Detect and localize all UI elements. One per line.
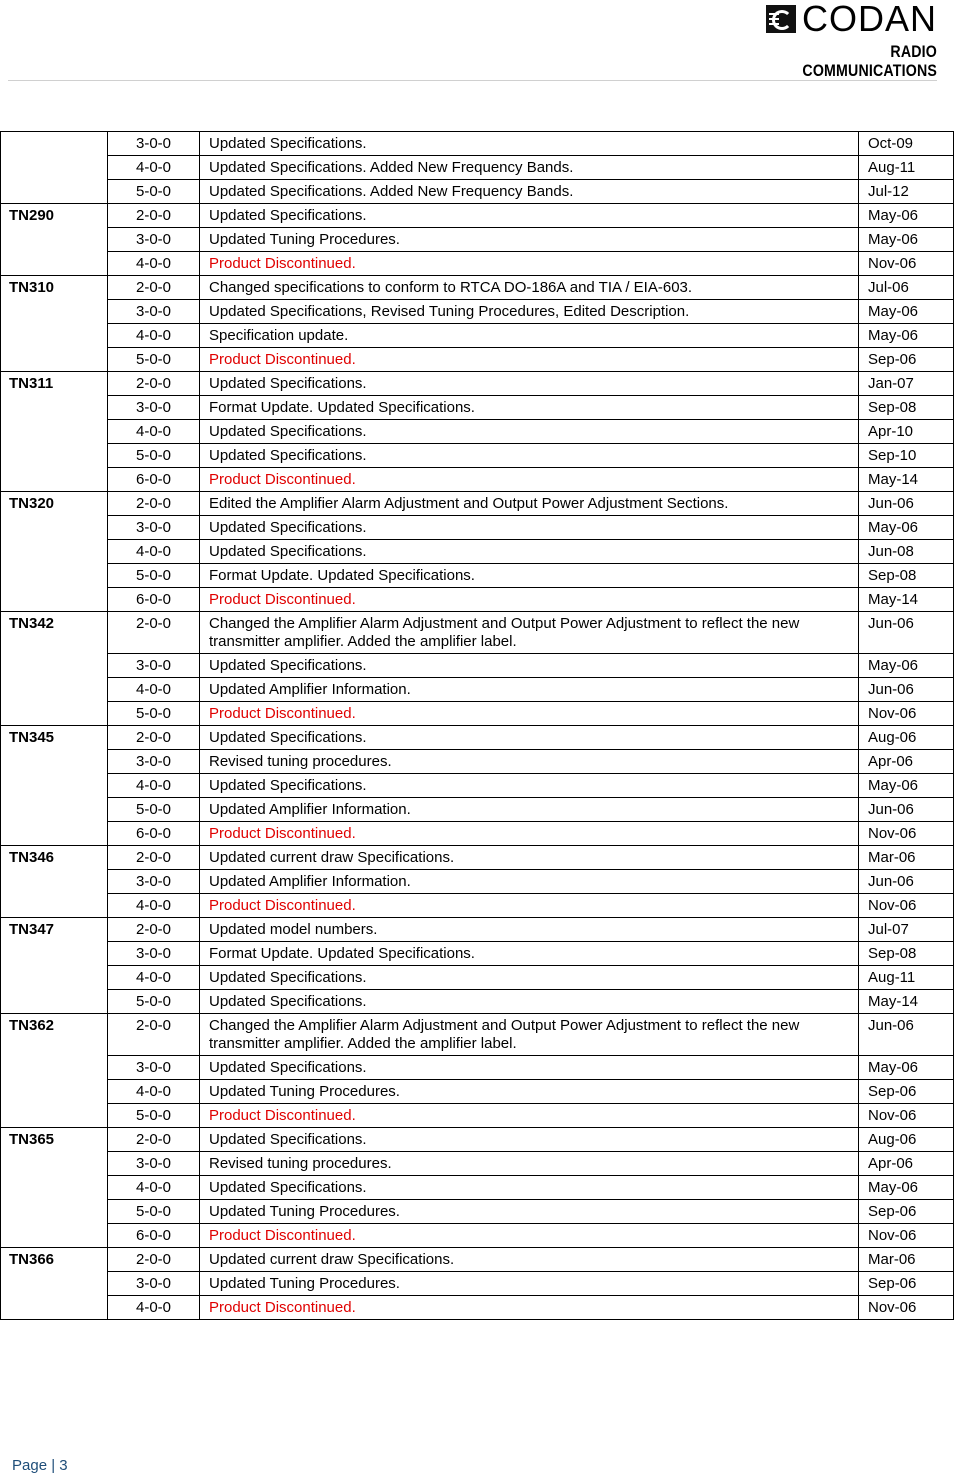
- table-row: [1, 1296, 954, 1320]
- revision-cell: 3-0-0: [108, 1056, 200, 1080]
- revision-cell: 4-0-0: [108, 1080, 200, 1104]
- table-row: [1, 1272, 954, 1296]
- revision-cell: 6-0-0: [108, 822, 200, 846]
- description-cell: Updated Specifications.: [200, 420, 859, 444]
- revision-cell: 3-0-0: [108, 1152, 200, 1176]
- revision-cell: 3-0-0: [108, 654, 200, 678]
- description-cell: Format Update. Updated Specifications.: [200, 396, 859, 420]
- description-cell: Revised tuning procedures.: [200, 1152, 859, 1176]
- table-row: [1, 516, 954, 540]
- date-cell: Apr-06: [859, 750, 954, 774]
- table-row: [1, 774, 954, 798]
- date-cell: May-06: [859, 654, 954, 678]
- date-cell: Aug-06: [859, 726, 954, 750]
- description-cell: Changed specifications to conform to RTCA DO-186A and TIA / EIA-603.: [200, 276, 859, 300]
- revision-cell: 5-0-0: [108, 990, 200, 1014]
- description-cell: Updated Specifications. Added New Frequency Bands.: [200, 180, 859, 204]
- date-cell: Jun-06: [859, 798, 954, 822]
- revision-history-table: [0, 131, 954, 1320]
- table-row: [1, 444, 954, 468]
- logo-subtitle: RADIO COMMUNICATIONS: [802, 43, 937, 80]
- description-cell: Changed the Amplifier Alarm Adjustment and Output Power Adjustment to reflect the new transmitter amplifier. Added the amplifier label.: [200, 612, 859, 654]
- table-row: [1, 918, 954, 942]
- date-cell: May-06: [859, 1056, 954, 1080]
- description-cell: Updated current draw Specifications.: [200, 1248, 859, 1272]
- date-cell: Sep-08: [859, 396, 954, 420]
- date-cell: Nov-06: [859, 894, 954, 918]
- description-cell: Updated Specifications.: [200, 654, 859, 678]
- table-row: [1, 1080, 954, 1104]
- date-cell: Jun-06: [859, 1014, 954, 1056]
- revision-cell: 5-0-0: [108, 1104, 200, 1128]
- description-cell: Updated Tuning Procedures.: [200, 1272, 859, 1296]
- date-cell: Sep-08: [859, 564, 954, 588]
- description-cell: Updated Tuning Procedures.: [200, 1200, 859, 1224]
- revision-cell: 4-0-0: [108, 156, 200, 180]
- description-cell: Updated Specifications.: [200, 726, 859, 750]
- revision-cell: 5-0-0: [108, 564, 200, 588]
- description-cell: Product Discontinued.: [200, 252, 859, 276]
- description-cell: Specification update.: [200, 324, 859, 348]
- model-cell: TN346: [1, 846, 108, 918]
- table-row: [1, 564, 954, 588]
- description-cell: Updated Specifications, Revised Tuning Procedures, Edited Description.: [200, 300, 859, 324]
- date-cell: Apr-06: [859, 1152, 954, 1176]
- description-cell: Updated Amplifier Information.: [200, 678, 859, 702]
- description-cell: Updated Specifications.: [200, 516, 859, 540]
- table-row: [1, 1248, 954, 1272]
- date-cell: Jun-08: [859, 540, 954, 564]
- revision-cell: 5-0-0: [108, 702, 200, 726]
- description-cell: Updated Tuning Procedures.: [200, 1080, 859, 1104]
- codan-logo: [747, 0, 937, 80]
- revision-cell: 2-0-0: [108, 612, 200, 654]
- table-row: [1, 228, 954, 252]
- description-cell: Updated Specifications.: [200, 990, 859, 1014]
- date-cell: Jun-06: [859, 612, 954, 654]
- table-row: [1, 1014, 954, 1056]
- model-cell: TN345: [1, 726, 108, 846]
- revision-cell: 6-0-0: [108, 588, 200, 612]
- table-row: [1, 276, 954, 300]
- date-cell: May-06: [859, 1176, 954, 1200]
- date-cell: Jun-06: [859, 492, 954, 516]
- description-cell: Updated Specifications.: [200, 774, 859, 798]
- table-row: [1, 468, 954, 492]
- description-cell: Updated Tuning Procedures.: [200, 228, 859, 252]
- table-row: [1, 750, 954, 774]
- table-row: [1, 654, 954, 678]
- revision-cell: 5-0-0: [108, 348, 200, 372]
- date-cell: May-06: [859, 228, 954, 252]
- revision-cell: 4-0-0: [108, 966, 200, 990]
- revision-cell: 4-0-0: [108, 324, 200, 348]
- date-cell: Sep-06: [859, 1200, 954, 1224]
- revision-cell: 5-0-0: [108, 180, 200, 204]
- description-cell: Product Discontinued.: [200, 1296, 859, 1320]
- revision-cell: 6-0-0: [108, 468, 200, 492]
- revision-cell: 3-0-0: [108, 300, 200, 324]
- model-cell: TN365: [1, 1128, 108, 1248]
- table-row: [1, 492, 954, 516]
- description-cell: Edited the Amplifier Alarm Adjustment and Output Power Adjustment Sections.: [200, 492, 859, 516]
- table-row: [1, 372, 954, 396]
- table-row: [1, 942, 954, 966]
- table-row: [1, 894, 954, 918]
- model-cell: TN362: [1, 1014, 108, 1128]
- description-cell: Product Discontinued.: [200, 348, 859, 372]
- date-cell: Jun-06: [859, 678, 954, 702]
- description-cell: Product Discontinued.: [200, 702, 859, 726]
- revision-cell: 2-0-0: [108, 1128, 200, 1152]
- table-row: [1, 822, 954, 846]
- revision-cell: 2-0-0: [108, 372, 200, 396]
- date-cell: Aug-11: [859, 156, 954, 180]
- date-cell: Aug-11: [859, 966, 954, 990]
- revision-cell: 2-0-0: [108, 1248, 200, 1272]
- date-cell: Mar-06: [859, 1248, 954, 1272]
- table-row: [1, 1176, 954, 1200]
- table-row: [1, 1104, 954, 1128]
- description-cell: Updated model numbers.: [200, 918, 859, 942]
- table-row: [1, 348, 954, 372]
- date-cell: Nov-06: [859, 1104, 954, 1128]
- table-row: [1, 132, 954, 156]
- model-cell: TN347: [1, 918, 108, 1014]
- date-cell: Jul-06: [859, 276, 954, 300]
- description-cell: Format Update. Updated Specifications.: [200, 564, 859, 588]
- date-cell: May-14: [859, 588, 954, 612]
- table-row: [1, 252, 954, 276]
- table-row: [1, 540, 954, 564]
- revision-cell: 4-0-0: [108, 894, 200, 918]
- revision-cell: 2-0-0: [108, 204, 200, 228]
- revision-cell: 2-0-0: [108, 276, 200, 300]
- description-cell: Updated Specifications.: [200, 966, 859, 990]
- revision-cell: 2-0-0: [108, 846, 200, 870]
- date-cell: Sep-08: [859, 942, 954, 966]
- table-row: [1, 588, 954, 612]
- date-cell: Jul-07: [859, 918, 954, 942]
- revision-cell: 2-0-0: [108, 492, 200, 516]
- revision-cell: 3-0-0: [108, 870, 200, 894]
- table-row: [1, 300, 954, 324]
- revision-cell: 6-0-0: [108, 1224, 200, 1248]
- page-number: Page | 3: [12, 1457, 68, 1474]
- table-row: [1, 204, 954, 228]
- revision-cell: 4-0-0: [108, 540, 200, 564]
- table-row: [1, 990, 954, 1014]
- description-cell: Updated Specifications. Added New Frequency Bands.: [200, 156, 859, 180]
- description-cell: Updated current draw Specifications.: [200, 846, 859, 870]
- revision-cell: 5-0-0: [108, 444, 200, 468]
- date-cell: May-06: [859, 324, 954, 348]
- table-row: [1, 846, 954, 870]
- revision-cell: 3-0-0: [108, 1272, 200, 1296]
- revision-cell: 4-0-0: [108, 1176, 200, 1200]
- revision-cell: 2-0-0: [108, 1014, 200, 1056]
- table-row: [1, 1056, 954, 1080]
- revision-cell: 3-0-0: [108, 750, 200, 774]
- revision-cell: 2-0-0: [108, 726, 200, 750]
- table-row: [1, 1152, 954, 1176]
- revision-cell: 3-0-0: [108, 396, 200, 420]
- description-cell: Updated Specifications.: [200, 1128, 859, 1152]
- table-row: [1, 1224, 954, 1248]
- revision-cell: 4-0-0: [108, 420, 200, 444]
- description-cell: Updated Specifications.: [200, 540, 859, 564]
- description-cell: Revised tuning procedures.: [200, 750, 859, 774]
- description-cell: Product Discontinued.: [200, 1104, 859, 1128]
- description-cell: Updated Specifications.: [200, 372, 859, 396]
- description-cell: Updated Specifications.: [200, 444, 859, 468]
- description-cell: Updated Amplifier Information.: [200, 870, 859, 894]
- revision-cell: 4-0-0: [108, 1296, 200, 1320]
- table-row: [1, 180, 954, 204]
- description-cell: Product Discontinued.: [200, 894, 859, 918]
- date-cell: Jan-07: [859, 372, 954, 396]
- model-cell: TN290: [1, 204, 108, 276]
- date-cell: Sep-06: [859, 1080, 954, 1104]
- date-cell: Nov-06: [859, 702, 954, 726]
- revision-cell: 4-0-0: [108, 252, 200, 276]
- date-cell: Nov-06: [859, 252, 954, 276]
- table-row: [1, 798, 954, 822]
- model-cell: TN366: [1, 1248, 108, 1320]
- date-cell: Nov-06: [859, 1224, 954, 1248]
- description-cell: Product Discontinued.: [200, 468, 859, 492]
- date-cell: Nov-06: [859, 822, 954, 846]
- header-divider: [8, 80, 937, 81]
- date-cell: Sep-10: [859, 444, 954, 468]
- date-cell: May-06: [859, 204, 954, 228]
- date-cell: Nov-06: [859, 1296, 954, 1320]
- description-cell: Product Discontinued.: [200, 1224, 859, 1248]
- table-row: [1, 966, 954, 990]
- revision-cell: 3-0-0: [108, 516, 200, 540]
- description-cell: Updated Specifications.: [200, 132, 859, 156]
- date-cell: May-14: [859, 990, 954, 1014]
- model-cell: TN311: [1, 372, 108, 492]
- revision-cell: 2-0-0: [108, 918, 200, 942]
- description-cell: Updated Amplifier Information.: [200, 798, 859, 822]
- table-row: [1, 420, 954, 444]
- date-cell: May-06: [859, 516, 954, 540]
- revision-cell: 5-0-0: [108, 798, 200, 822]
- date-cell: May-06: [859, 300, 954, 324]
- table-row: [1, 678, 954, 702]
- revision-cell: 5-0-0: [108, 1200, 200, 1224]
- description-cell: Product Discontinued.: [200, 822, 859, 846]
- table-row: [1, 612, 954, 654]
- table-row: [1, 1200, 954, 1224]
- revision-cell: 3-0-0: [108, 228, 200, 252]
- revision-table-body: [1, 132, 954, 1320]
- revision-cell: 4-0-0: [108, 774, 200, 798]
- date-cell: May-06: [859, 774, 954, 798]
- revision-cell: 4-0-0: [108, 678, 200, 702]
- description-cell: Updated Specifications.: [200, 204, 859, 228]
- date-cell: Apr-10: [859, 420, 954, 444]
- model-cell: TN310: [1, 276, 108, 372]
- date-cell: Sep-06: [859, 1272, 954, 1296]
- description-cell: Changed the Amplifier Alarm Adjustment and Output Power Adjustment to reflect the new transmitter amplifier. Added the amplifier label.: [200, 1014, 859, 1056]
- date-cell: Aug-06: [859, 1128, 954, 1152]
- description-cell: Product Discontinued.: [200, 588, 859, 612]
- table-row: [1, 726, 954, 750]
- model-cell: TN320: [1, 492, 108, 612]
- table-row: [1, 870, 954, 894]
- logo-name: CODAN: [801, 0, 937, 39]
- table-row: [1, 396, 954, 420]
- description-cell: Format Update. Updated Specifications.: [200, 942, 859, 966]
- description-cell: Updated Specifications.: [200, 1176, 859, 1200]
- date-cell: Jun-06: [859, 870, 954, 894]
- revision-cell: 3-0-0: [108, 132, 200, 156]
- date-cell: May-14: [859, 468, 954, 492]
- table-row: [1, 1128, 954, 1152]
- date-cell: Sep-06: [859, 348, 954, 372]
- date-cell: Mar-06: [859, 846, 954, 870]
- date-cell: Jul-12: [859, 180, 954, 204]
- revision-cell: 3-0-0: [108, 942, 200, 966]
- codan-logo-icon: [766, 5, 796, 33]
- date-cell: Oct-09: [859, 132, 954, 156]
- model-cell: [1, 132, 108, 204]
- table-row: [1, 324, 954, 348]
- table-row: [1, 156, 954, 180]
- table-row: [1, 702, 954, 726]
- model-cell: TN342: [1, 612, 108, 726]
- description-cell: Updated Specifications.: [200, 1056, 859, 1080]
